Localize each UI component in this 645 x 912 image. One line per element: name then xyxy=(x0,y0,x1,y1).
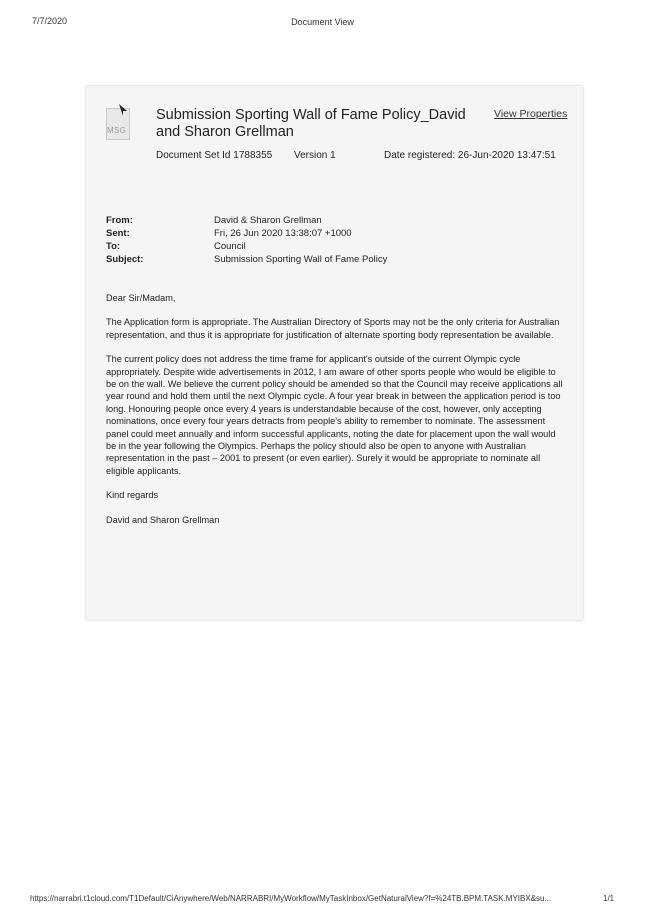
body-paragraph: The current policy does not address the time frame for applicant's outside of the current Olympic cycle appropriately. Despite wide advertisements in 2012, I am aware of other sports people who would be eligible to be on the wall. We believe the current policy should be amended so that the Council may receive applications all year round and hold them until the next Olympic cycle. A four year break in between the application period is too long. Honouring people once every 4 years is understandable because of the cost, however, only accepting nominations, once every four years detracts from people's ability to remember to nominate. The assessment panel could meet annually and inform successful applicants, noting the date for placement upon the wall would be in the year following the Olympics. Perhaps the policy should also be open to anyone with Australian representation in the past – 2001 to present (or even earlier). Surely it would be appropriate to nominate all eligible applicants. xyxy=(106,354,563,476)
subject-label: Subject: xyxy=(106,254,144,265)
print-title: Document View xyxy=(291,17,354,27)
from-label: From: xyxy=(106,215,133,226)
from-row xyxy=(106,214,387,227)
document-set-id: Document Set Id 1788355 xyxy=(156,150,273,161)
email-body xyxy=(106,292,568,538)
document-panel xyxy=(86,86,583,620)
salutation: Dear Sir/Madam, xyxy=(106,293,176,303)
document-version: Version 1 xyxy=(294,150,336,161)
sent-row xyxy=(106,227,387,240)
date-registered: Date registered: 26-Jun-2020 13:47:51 xyxy=(384,150,556,161)
to-label: To: xyxy=(106,241,121,252)
print-date: 7/7/2020 xyxy=(32,16,68,26)
to-value: Council xyxy=(214,241,246,252)
msg-icon-label: MSG xyxy=(107,126,127,135)
subject-row xyxy=(106,253,387,266)
body-paragraph: The Application form is appropriate. The Australian Directory of Sports may not be the only criteria for Australian representation, and thus it is appropriate for justification of alternate sporting body representation be available. xyxy=(106,317,560,340)
sent-label: Sent: xyxy=(106,228,130,239)
subject-value: Submission Sporting Wall of Fame Policy xyxy=(214,254,388,265)
view-properties-link[interactable]: View Properties xyxy=(494,108,568,120)
to-row xyxy=(106,240,387,253)
sent-value: Fri, 26 Jun 2020 13:38:07 +1000 xyxy=(214,228,352,239)
print-url: https://narrabri.t1cloud.com/T1Default/CiAnywhere/Web/NARRABRI/MyWorkflow/MyTaskInbox/GetNaturalView?f=%24TB.BPM.TASK.MYIBX&su... xyxy=(30,894,552,903)
document-title: Submission Sporting Wall of Fame Policy_David and Sharon Grellman xyxy=(156,107,466,140)
from-value: David & Sharon Grellman xyxy=(214,215,322,226)
closing: Kind regards xyxy=(106,490,159,501)
email-header-fields xyxy=(106,214,387,266)
print-page-number: 1/1 xyxy=(603,894,615,903)
msg-file-icon xyxy=(104,104,130,140)
signature: David and Sharon Grellman xyxy=(106,514,220,525)
